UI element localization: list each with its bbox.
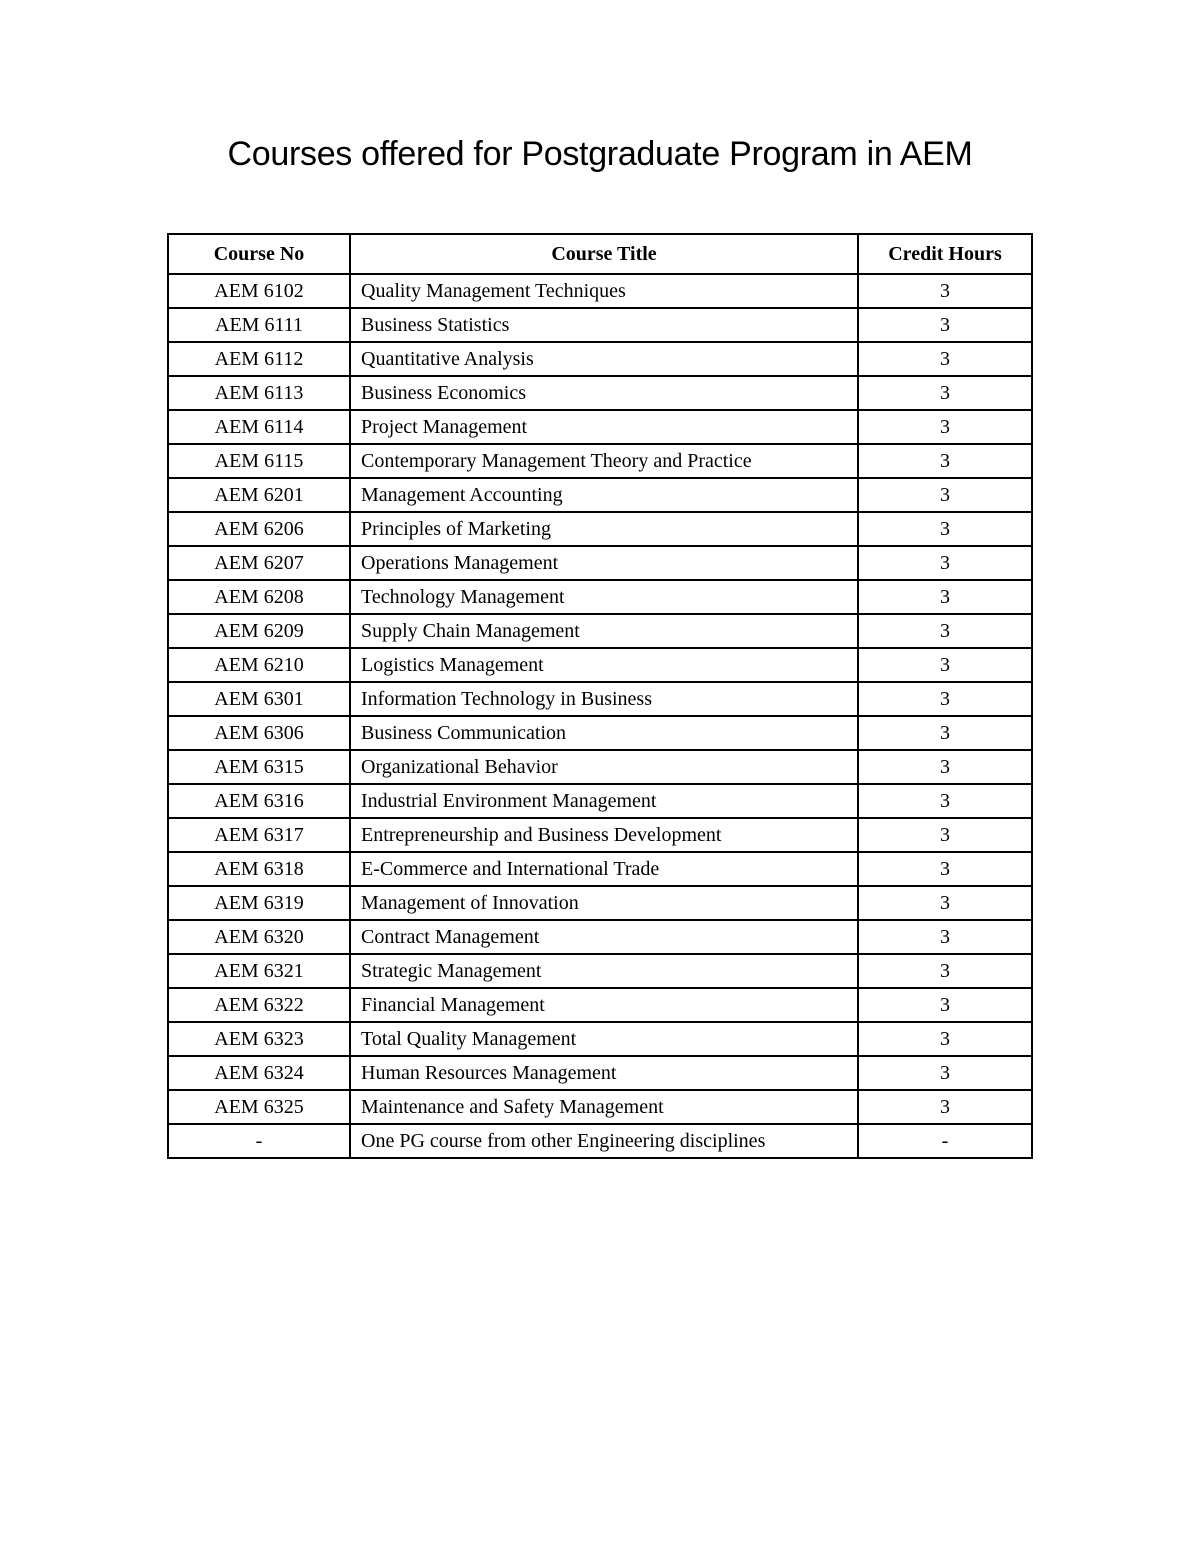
- course-title-cell: Management of Innovation: [350, 886, 858, 920]
- course-no-cell: AEM 6322: [168, 988, 350, 1022]
- course-no-cell: AEM 6315: [168, 750, 350, 784]
- course-no-cell: AEM 6102: [168, 274, 350, 308]
- credit-hours-cell: 3: [858, 1056, 1032, 1090]
- course-title-cell: Business Economics: [350, 376, 858, 410]
- credit-hours-cell: 3: [858, 1090, 1032, 1124]
- course-no-cell: AEM 6113: [168, 376, 350, 410]
- table-row: [168, 580, 1032, 614]
- course-no-cell: AEM 6114: [168, 410, 350, 444]
- credit-hours-cell: 3: [858, 716, 1032, 750]
- course-title-cell: One PG course from other Engineering disciplines: [350, 1124, 858, 1158]
- course-no-cell: AEM 6301: [168, 682, 350, 716]
- credit-hours-cell: 3: [858, 682, 1032, 716]
- credit-hours-cell: 3: [858, 750, 1032, 784]
- table-body: [168, 274, 1032, 1158]
- credit-hours-cell: 3: [858, 920, 1032, 954]
- table-row: [168, 648, 1032, 682]
- course-no-cell: AEM 6112: [168, 342, 350, 376]
- table-row: [168, 546, 1032, 580]
- course-no-cell: AEM 6324: [168, 1056, 350, 1090]
- table-row: [168, 478, 1032, 512]
- table-row: [168, 376, 1032, 410]
- table-row: [168, 954, 1032, 988]
- course-no-cell: AEM 6317: [168, 818, 350, 852]
- credit-hours-cell: 3: [858, 1022, 1032, 1056]
- credit-hours-cell: 3: [858, 444, 1032, 478]
- course-title-cell: Contract Management: [350, 920, 858, 954]
- table-row: [168, 512, 1032, 546]
- course-no-cell: AEM 6319: [168, 886, 350, 920]
- credit-hours-cell: 3: [858, 274, 1032, 308]
- course-title-cell: Organizational Behavior: [350, 750, 858, 784]
- credit-hours-cell: 3: [858, 886, 1032, 920]
- credit-hours-cell: 3: [858, 784, 1032, 818]
- credit-hours-cell: 3: [858, 580, 1032, 614]
- table-row: [168, 444, 1032, 478]
- credit-hours-cell: 3: [858, 376, 1032, 410]
- course-title-cell: Industrial Environment Management: [350, 784, 858, 818]
- table-row: [168, 852, 1032, 886]
- table-row: [168, 886, 1032, 920]
- course-no-cell: AEM 6207: [168, 546, 350, 580]
- course-title-cell: Principles of Marketing: [350, 512, 858, 546]
- course-title-cell: Project Management: [350, 410, 858, 444]
- course-no-cell: AEM 6316: [168, 784, 350, 818]
- header-credit-hours: Credit Hours: [858, 234, 1032, 274]
- table-header-row: [168, 234, 1032, 274]
- course-no-cell: AEM 6115: [168, 444, 350, 478]
- course-no-cell: AEM 6306: [168, 716, 350, 750]
- course-title-cell: Information Technology in Business: [350, 682, 858, 716]
- course-title-cell: Business Statistics: [350, 308, 858, 342]
- credit-hours-cell: 3: [858, 308, 1032, 342]
- course-no-cell: AEM 6111: [168, 308, 350, 342]
- table-row: [168, 1124, 1032, 1158]
- course-no-cell: AEM 6318: [168, 852, 350, 886]
- credit-hours-cell: 3: [858, 546, 1032, 580]
- credit-hours-cell: 3: [858, 410, 1032, 444]
- course-title-cell: Supply Chain Management: [350, 614, 858, 648]
- course-no-cell: AEM 6210: [168, 648, 350, 682]
- course-title-cell: Management Accounting: [350, 478, 858, 512]
- courses-table: [167, 233, 1033, 1159]
- course-title-cell: E-Commerce and International Trade: [350, 852, 858, 886]
- credit-hours-cell: 3: [858, 478, 1032, 512]
- course-title-cell: Technology Management: [350, 580, 858, 614]
- credit-hours-cell: 3: [858, 954, 1032, 988]
- table-row: [168, 342, 1032, 376]
- table-row: [168, 682, 1032, 716]
- course-no-cell: AEM 6206: [168, 512, 350, 546]
- course-title-cell: Contemporary Management Theory and Practice: [350, 444, 858, 478]
- table-row: [168, 750, 1032, 784]
- course-no-cell: AEM 6208: [168, 580, 350, 614]
- credit-hours-cell: 3: [858, 988, 1032, 1022]
- course-title-cell: Business Communication: [350, 716, 858, 750]
- table-row: [168, 784, 1032, 818]
- table-row: [168, 716, 1032, 750]
- course-title-cell: Strategic Management: [350, 954, 858, 988]
- page-title: Courses offered for Postgraduate Program in AEM: [227, 135, 973, 173]
- table-row: [168, 1056, 1032, 1090]
- header-course-no: Course No: [168, 234, 350, 274]
- course-title-cell: Quantitative Analysis: [350, 342, 858, 376]
- course-no-cell: AEM 6320: [168, 920, 350, 954]
- course-no-cell: AEM 6201: [168, 478, 350, 512]
- course-title-cell: Maintenance and Safety Management: [350, 1090, 858, 1124]
- header-course-title: Course Title: [350, 234, 858, 274]
- credit-hours-cell: 3: [858, 614, 1032, 648]
- course-title-cell: Quality Management Techniques: [350, 274, 858, 308]
- course-no-cell: AEM 6325: [168, 1090, 350, 1124]
- credit-hours-cell: 3: [858, 852, 1032, 886]
- table-row: [168, 1022, 1032, 1056]
- course-title-cell: Operations Management: [350, 546, 858, 580]
- credit-hours-cell: 3: [858, 342, 1032, 376]
- table-row: [168, 920, 1032, 954]
- course-title-cell: Logistics Management: [350, 648, 858, 682]
- course-no-cell: AEM 6323: [168, 1022, 350, 1056]
- course-no-cell: -: [168, 1124, 350, 1158]
- table-row: [168, 410, 1032, 444]
- course-title-cell: Financial Management: [350, 988, 858, 1022]
- course-title-cell: Entrepreneurship and Business Development: [350, 818, 858, 852]
- table-row: [168, 308, 1032, 342]
- course-title-cell: Human Resources Management: [350, 1056, 858, 1090]
- credit-hours-cell: 3: [858, 818, 1032, 852]
- table-row: [168, 274, 1032, 308]
- table-row: [168, 614, 1032, 648]
- course-no-cell: AEM 6321: [168, 954, 350, 988]
- credit-hours-cell: 3: [858, 648, 1032, 682]
- table-row: [168, 1090, 1032, 1124]
- course-title-cell: Total Quality Management: [350, 1022, 858, 1056]
- credit-hours-cell: 3: [858, 512, 1032, 546]
- credit-hours-cell: -: [858, 1124, 1032, 1158]
- table-row: [168, 988, 1032, 1022]
- course-no-cell: AEM 6209: [168, 614, 350, 648]
- table-row: [168, 818, 1032, 852]
